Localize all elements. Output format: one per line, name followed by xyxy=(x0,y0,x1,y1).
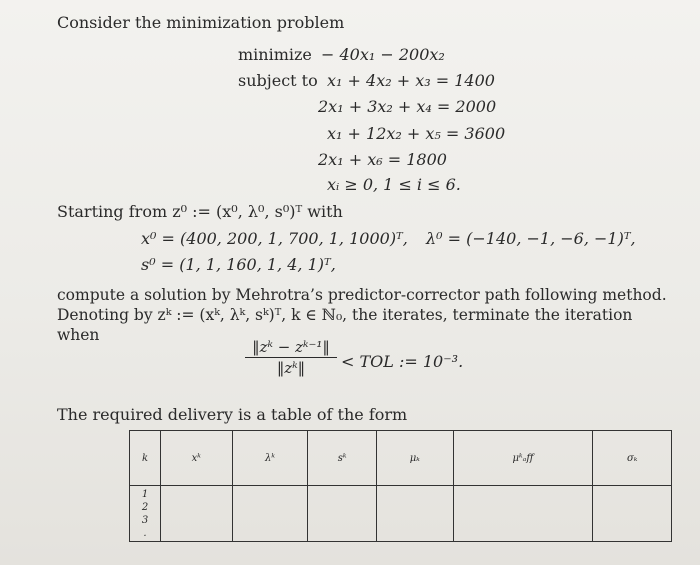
header-lambda: λᵏ xyxy=(232,431,308,486)
k-value-2: 2 xyxy=(141,502,149,513)
header-x: xᵏ xyxy=(161,431,233,486)
table-row xyxy=(130,486,672,542)
k-value-1: 1 xyxy=(141,489,149,500)
fraction-bar xyxy=(245,357,337,358)
subject-to-label: subject to xyxy=(238,71,318,90)
intro-text: Consider the minimization problem xyxy=(57,13,345,32)
task-line-3: when xyxy=(57,326,100,344)
task-line-1: compute a solution by Mehrotra’s predictor-corrector path following method. xyxy=(57,286,667,304)
empty-cell xyxy=(593,486,672,542)
constraint-2: 2x₁ + 3x₂ + x₄ = 2000 xyxy=(318,97,497,116)
lambda0-vector: λ⁰ = (−140, −1, −6, −1)ᵀ, xyxy=(426,229,636,248)
table-header-row xyxy=(130,431,672,486)
empty-cell xyxy=(232,486,308,542)
header-mu: μₖ xyxy=(376,431,453,486)
header-k: k xyxy=(130,431,161,486)
tolerance-condition: < TOL := 10⁻³. xyxy=(341,352,464,371)
termination-fraction xyxy=(245,338,337,377)
x0-vector: x⁰ = (400, 200, 1, 700, 1, 1000)ᵀ, xyxy=(141,229,408,248)
empty-cell xyxy=(161,486,233,542)
nonnegativity-constraint: xᵢ ≥ 0, 1 ≤ i ≤ 6. xyxy=(327,175,461,194)
header-sigma: σₖ xyxy=(593,431,672,486)
delivery-table xyxy=(129,430,672,542)
minimize-label: minimize xyxy=(238,45,312,64)
fraction-denominator: ‖zᵏ‖ xyxy=(276,359,306,377)
task-line-2: Denoting by zᵏ := (xᵏ, λᵏ, sᵏ)ᵀ, k ∈ ℕ₀, the iterates, terminate the iteration xyxy=(57,306,633,324)
constraint-4: 2x₁ + x₆ = 1800 xyxy=(318,150,447,169)
header-mu-aff: μᵏₐff xyxy=(453,431,593,486)
constraint-1: x₁ + 4x₂ + x₃ = 1400 xyxy=(327,71,495,90)
k-value-ellipsis: . xyxy=(143,528,147,539)
empty-cell xyxy=(453,486,593,542)
delivery-text: The required delivery is a table of the form xyxy=(57,405,408,424)
objective-function: − 40x₁ − 200x₂ xyxy=(321,45,445,64)
empty-cell xyxy=(308,486,377,542)
k-values-cell xyxy=(130,486,161,542)
header-s: sᵏ xyxy=(308,431,377,486)
s0-vector: s⁰ = (1, 1, 160, 1, 4, 1)ᵀ, xyxy=(141,255,336,274)
fraction-numerator: ‖zᵏ − zᵏ⁻¹‖ xyxy=(252,338,330,356)
empty-cell xyxy=(376,486,453,542)
constraint-3: x₁ + 12x₂ + x₅ = 3600 xyxy=(327,124,506,143)
k-value-3: 3 xyxy=(141,515,149,526)
starting-point-text: Starting from z⁰ := (x⁰, λ⁰, s⁰)ᵀ with xyxy=(57,202,343,221)
